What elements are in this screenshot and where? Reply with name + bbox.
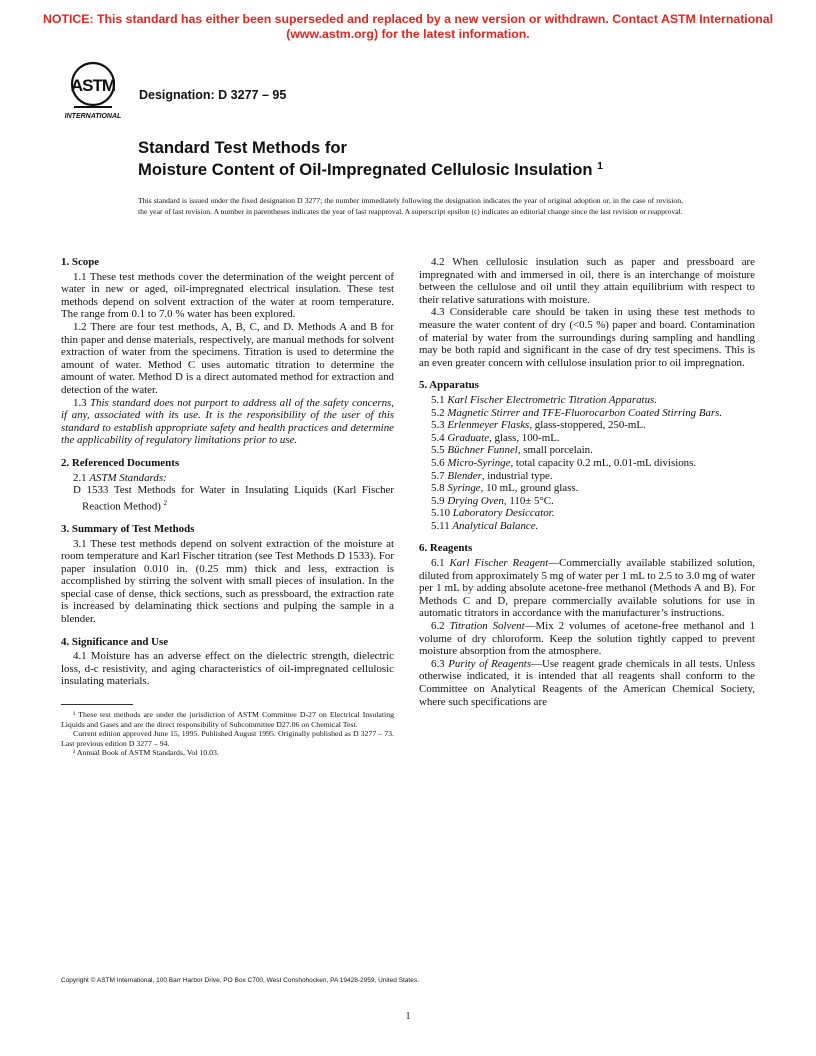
apparatus-5-1: 5.1 Karl Fischer Electrometric Titration Apparatus. bbox=[431, 393, 657, 406]
para-2-1: 2.1 ASTM Standards: bbox=[73, 471, 167, 484]
page-number: 1 bbox=[405, 1011, 411, 1022]
footnote-divider bbox=[61, 704, 133, 705]
reagent-6-1: 6.1 Karl Fischer Reagent—Commercially available stabilized solution, diluted from approximately 5 mg of water per 1 mL to 2.5 to 3.0 mg of water per 1 mL by adding absolute acetone-free methanol (Methods A and B). For Methods C and D, prepare commercially available solutions for use in automatic titrators in accordance with the manufacturer’s instructions. bbox=[419, 557, 755, 620]
footnote-2: ² Annual Book of ASTM Standards, Vol 10.03. bbox=[73, 748, 219, 758]
apparatus-5-11: 5.11 Analytical Balance. bbox=[431, 519, 539, 532]
title-line2: Moisture Content of Oil-Impregnated Cellulosic Insulation $^1$ bbox=[138, 160, 603, 179]
apparatus-5-9: 5.9 Drying Oven, 110± 5°C. bbox=[431, 494, 554, 507]
svg-text:ASTM: ASTM bbox=[70, 76, 116, 95]
apparatus-5-7: 5.7 Blender, industrial type. bbox=[431, 469, 553, 482]
supersession-notice: NOTICE: This standard has either been superseded and replaced by a new version or withdrawn. Contact ASTM International (www.astm.org) for the latest information. bbox=[43, 12, 773, 41]
footnote-1-edition: Current edition approved June 15, 1995. Published August 1995. Originally published as D 3277 – 73. Last previous edition D 3277 – 94. bbox=[61, 729, 394, 748]
left-column bbox=[61, 256, 394, 758]
section-summary-heading: 3. Summary of Test Methods bbox=[61, 522, 195, 535]
reagent-6-3: 6.3 Purity of Reagents—Use reagent grade chemicals in all tests. Unless otherwise indicated, it is intended that all reagents shall conform to the Committee on Analytical Reagents of the American Chemical Society, where such specifications are bbox=[419, 657, 755, 708]
para-1-2: 1.2 There are four test methods, A, B, C, and D. Methods A and B for thin paper and dense materials, respectively, are manual methods for solvent extraction of water from the specimens. Titration is used to determine the amount of water. Method C uses automatic titration to determine the amount of water. Method D is a direct automated method for extraction and detection of the water. bbox=[61, 320, 394, 396]
para-4-3: 4.3 Considerable care should be taken in using these test methods to measure the water content of dry (<0.5 %) paper and board. Contamination of material by water from the surroundings during sampling and handling may be both rapid and significant in the case of dry test specimens. This is an even greater concern with cellulose insulation prior to oil impregnation. bbox=[419, 306, 755, 369]
section-reagents-heading: 6. Reagents bbox=[419, 542, 473, 555]
section-scope-heading: 1. Scope bbox=[61, 256, 100, 268]
apparatus-5-3: 5.3 Erlenmeyer Flasks, glass-stoppered, 250-mL. bbox=[431, 419, 646, 432]
page-title bbox=[138, 138, 603, 179]
astm-logo-icon bbox=[60, 60, 126, 120]
apparatus-5-10: 5.10 Laboratory Desiccator. bbox=[431, 507, 555, 520]
apparatus-5-8: 5.8 Syringe, 10 mL, ground glass. bbox=[431, 482, 579, 495]
designation: Designation: D 3277 – 95 bbox=[139, 88, 287, 102]
svg-text:INTERNATIONAL: INTERNATIONAL bbox=[64, 113, 122, 120]
para-4-1: 4.1 Moisture has an adverse effect on the dielectric strength, dielectric loss, d-c resistivity, and aging characteristics of oil-impregnated cellulosic insulating materials. bbox=[61, 650, 394, 688]
section-significance-heading: 4. Significance and Use bbox=[61, 635, 169, 648]
reference-d1533: D 1533 Test Methods for Water in Insulating Liquids (Karl Fischer Reaction Method) $^2$ bbox=[73, 484, 394, 513]
apparatus-5-2: 5.2 Magnetic Stirrer and TFE-Fluorocarbon Coated Stirring Bars. bbox=[431, 406, 723, 419]
para-3-1: 3.1 These test methods depend on solvent extraction of the moisture at room temperature and Karl Fischer titration (see Test Methods D 1533). For paper insulation 0.010 in. (0.25 mm) thick and less, extraction is accomplished by stirring the solvent with small pieces of insulation. In the special case of dense, thick sections, such as pressboard, the extraction rate is increased by delaminating thick sections and pulping the sample in a blender. bbox=[61, 537, 394, 626]
para-1-1: 1.1 These test methods cover the determination of the weight percent of water in new or aged, oil-impregnated electrical insulation. These test methods depend on solvent extraction of the water at room temperature. The range from 0.1 to 7.0 % water has been explored. bbox=[61, 270, 394, 321]
reagent-6-2: 6.2 Titration Solvent—Mix 2 volumes of acetone-free methanol and 1 volume of dry chloroform. Keep the solution tightly capped to prevent moisture absorption from the atmosphere. bbox=[419, 620, 755, 658]
copyright-footer: Copyright © ASTM International, 100 Barr Harbor Drive, PO Box C700, West Conshohocken, PA 19428-2959, United States. bbox=[61, 977, 419, 984]
apparatus-5-4: 5.4 Graduate, glass, 100-mL. bbox=[431, 431, 560, 444]
section-referenced-documents-heading: 2. Referenced Documents bbox=[61, 456, 180, 469]
section-apparatus-heading: 5. Apparatus bbox=[419, 379, 479, 392]
para-4-2: 4.2 When cellulosic insulation such as paper and pressboard are impregnated with and immersed in oil, there is an interchange of moisture between the cellulose and oil until they attain equilibrium with respect to their relative saturations with moisture. bbox=[419, 256, 755, 306]
apparatus-5-6: 5.6 Micro-Syringe, total capacity 0.2 mL, 0.01-mL divisions. bbox=[431, 456, 697, 469]
apparatus-5-5: 5.5 Büchner Funnel, small porcelain. bbox=[431, 444, 593, 457]
title-line1: Standard Test Methods for bbox=[138, 138, 347, 157]
para-1-3: 1.3 This standard does not purport to address all of the safety concerns, if any, associated with its use. It is the responsibility of the user of this standard to establish appropriate safety and health practices and determine the applicability of regulatory limitations prior to use. bbox=[61, 396, 394, 447]
footnote-1: ¹ These test methods are under the jurisdiction of ASTM Committee D-27 on Electrical Insulating Liquids and Gases and are the direct responsibility of Subcommittee D27.06 on Chemical Test. bbox=[61, 710, 394, 729]
right-column bbox=[419, 256, 755, 708]
standard-preface: This standard is issued under the fixed designation D 3277; the number immediately following the designation indicates the year of original adoption or, in the case of revision, the year of last revision. A number in parentheses indicates the year of last reapproval. A superscript epsilon (ϵ) indicates an editorial change since the last revision or reapproval. bbox=[138, 196, 683, 216]
